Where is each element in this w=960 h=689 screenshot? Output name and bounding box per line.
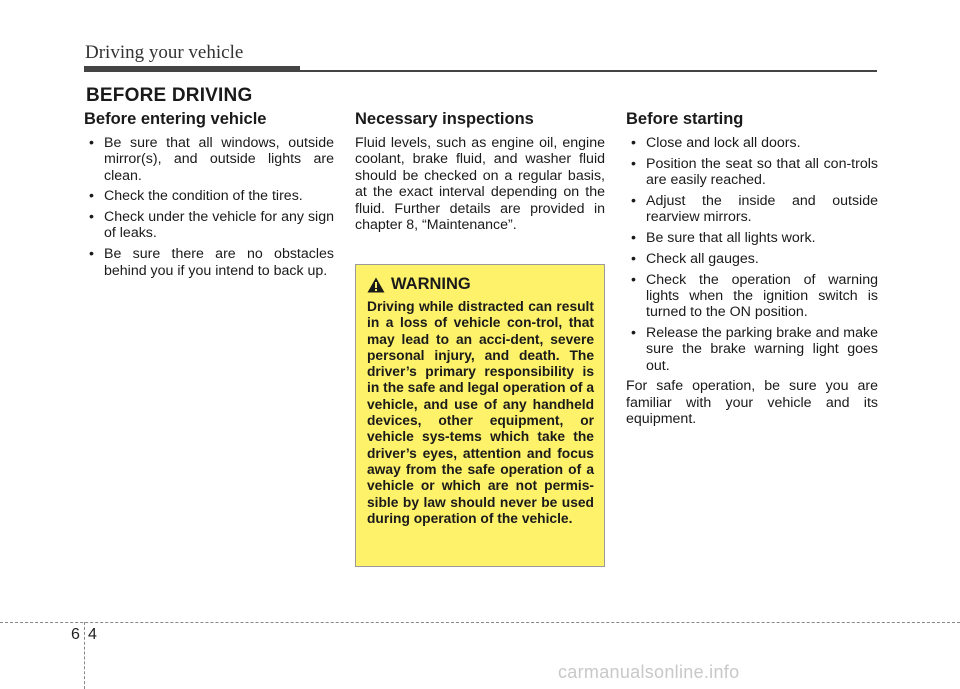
before-entering-column: [84, 110, 334, 283]
warning-header: [367, 275, 594, 294]
before-entering-heading: Before entering vehicle: [84, 110, 267, 128]
warning-box: [355, 264, 605, 567]
list-item: • Check the condition of the tires.: [84, 188, 334, 204]
warning-title: WARNING: [391, 275, 471, 293]
footer-rule: [0, 622, 960, 623]
warning-text: Driving while distracted can result in a loss of vehicle con-trol, that may lead to an acci-dent, severe personal injury, and death. The driver’s primary responsibility is in the safe and legal operation of a vehicle, and use of any handheld devices, other equipment, or vehicle sys-tems which take the driver’s eyes, attention and focus away from the safe operation of a vehicle or which are not permis-sible by law should never be used during operation of the vehicle.: [367, 299, 594, 526]
chapter-number: 6: [71, 626, 80, 643]
list-item: • Be sure that all lights work.: [626, 230, 878, 246]
before-starting-closing: For safe operation, be sure you are familiar with your vehicle and its equipment.: [626, 378, 878, 428]
watermark: carmanualsonline.info: [558, 662, 740, 682]
page-number: 4: [88, 626, 97, 643]
header-rule-thin: [300, 70, 877, 72]
list-item: • Be sure there are no obstacles behind you if you intend to back up.: [84, 246, 334, 279]
warning-triangle-icon: [367, 277, 385, 293]
inspections-heading: Necessary inspections: [355, 110, 534, 128]
before-entering-list: [84, 135, 334, 279]
list-item: • Be sure that all windows, outside mirror(s), and outside lights are clean.: [84, 135, 334, 184]
before-starting-column: [626, 110, 878, 428]
before-starting-heading: Before starting: [626, 110, 744, 128]
chapter-title: Driving your vehicle: [85, 42, 244, 63]
list-item: • Adjust the inside and outside rearview mirrors.: [626, 193, 878, 226]
list-item: • Check all gauges.: [626, 251, 878, 267]
inspections-column: [355, 110, 605, 233]
list-item: • Release the parking brake and make sure the brake warning light goes out.: [626, 325, 878, 374]
list-item: • Position the seat so that all con-trols are easily reached.: [626, 156, 878, 189]
header-rule-thick: [84, 66, 300, 72]
inspections-body: Fluid levels, such as engine oil, engine coolant, brake fluid, and washer fluid should be checked on a regular basis, at the exact interval depending on the fluid. Further details are provided in chapter 8, “Maintenance”.: [355, 135, 605, 234]
footer-divider: [84, 622, 85, 689]
list-item: • Check under the vehicle for any sign of leaks.: [84, 209, 334, 242]
list-item: • Close and lock all doors.: [626, 135, 878, 151]
list-item: • Check the operation of warning lights when the ignition switch is turned to the ON position.: [626, 272, 878, 321]
section-title: BEFORE DRIVING: [86, 85, 253, 106]
before-starting-list: [626, 135, 878, 374]
